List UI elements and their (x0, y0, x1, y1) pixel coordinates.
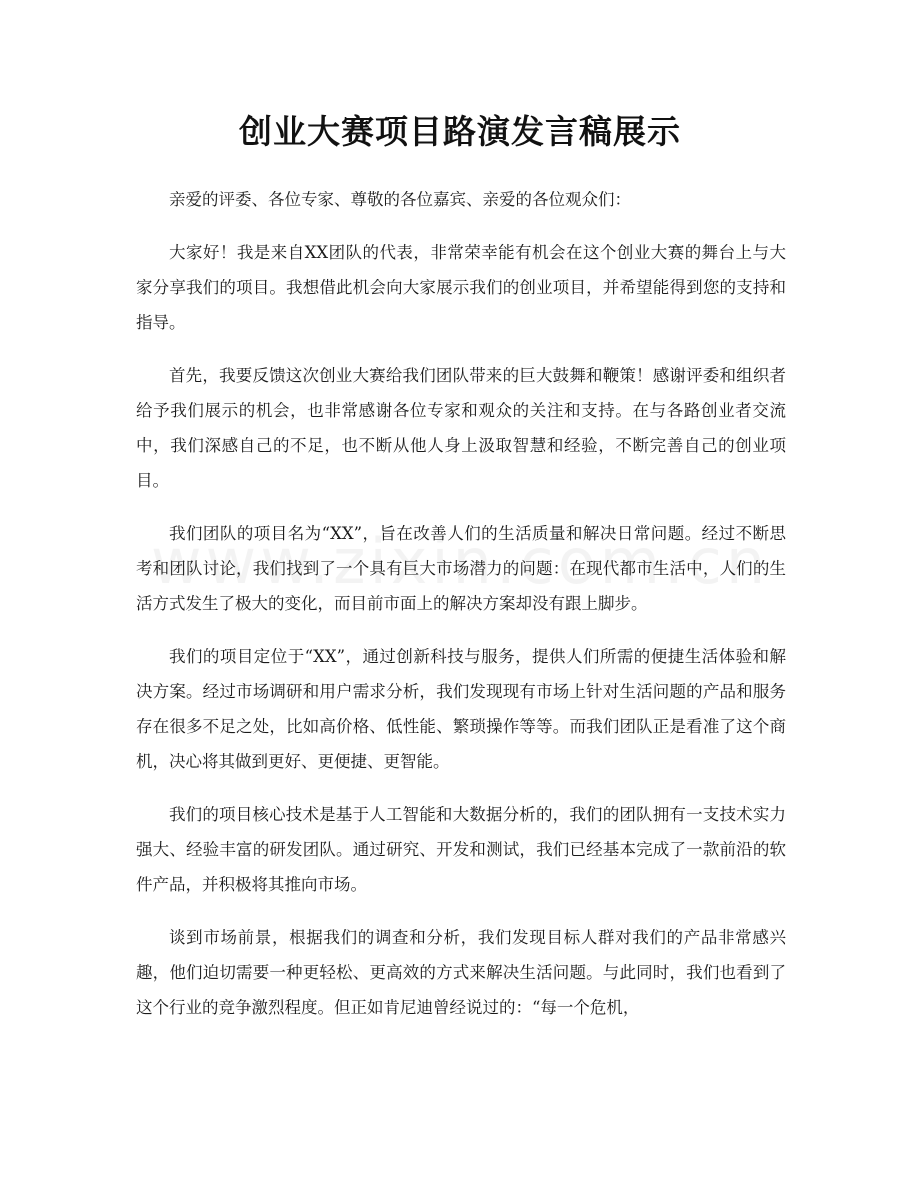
document-body (136, 182, 786, 1043)
paragraph: 首先，我要反馈这次创业大赛给我们团队带来的巨大鼓舞和鞭策！感谢评委和组织者给予我们展示的机会，也非常感谢各位专家和观众的关注和支持。在与各路创业者交流中，我们深感自己的不足，也不断从他人身上汲取智慧和经验，不断完善自己的创业项目。 (136, 366, 786, 490)
paragraph: 我们团队的项目名为“XX”，旨在改善人们的生活质量和解决日常问题。经过不断思考和团队讨论，我们找到了一个具有巨大市场潜力的问题：在现代都市生活中，人们的生活方式发生了极大的变化，而目前市面上的解决方案却没有跟上脚步。 (136, 524, 786, 613)
paragraph: 大家好！我是来自XX团队的代表，非常荣幸能有机会在这个创业大赛的舞台上与大家分享我们的项目。我想借此机会向大家展示我们的创业项目，并希望能得到您的支持和指导。 (136, 243, 786, 332)
paragraph: 谈到市场前景，根据我们的调查和分析，我们发现目标人群对我们的产品非常感兴趣，他们迫切需要一种更轻松、更高效的方式来解决生活问题。与此同时，我们也看到了这个行业的竞争激烈程度。但正如肯尼迪曾经说过的：“每一个危机， (136, 928, 786, 1017)
document-title: 创业大赛项目路演发言稿展示 (239, 112, 681, 151)
paragraph: 我们的项目核心技术是基于人工智能和大数据分析的，我们的团队拥有一支技术实力强大、经验丰富的研发团队。通过研究、开发和测试，我们已经基本完成了一款前沿的软件产品，并积极将其推向市场。 (136, 805, 786, 894)
paragraph: 我们的项目定位于“XX”，通过创新科技与服务，提供人们所需的便捷生活体验和解决方案。经过市场调研和用户需求分析，我们发现现有市场上针对生活问题的产品和服务存在很多不足之处，比如高价格、低性能、繁琐操作等等。而我们团队正是看准了这个商机，决心将其做到更好、更便捷、更智能。 (136, 647, 786, 771)
paragraph-salutation: 亲爱的评委、各位专家、尊敬的各位嘉宾、亲爱的各位观众们： (169, 190, 631, 209)
